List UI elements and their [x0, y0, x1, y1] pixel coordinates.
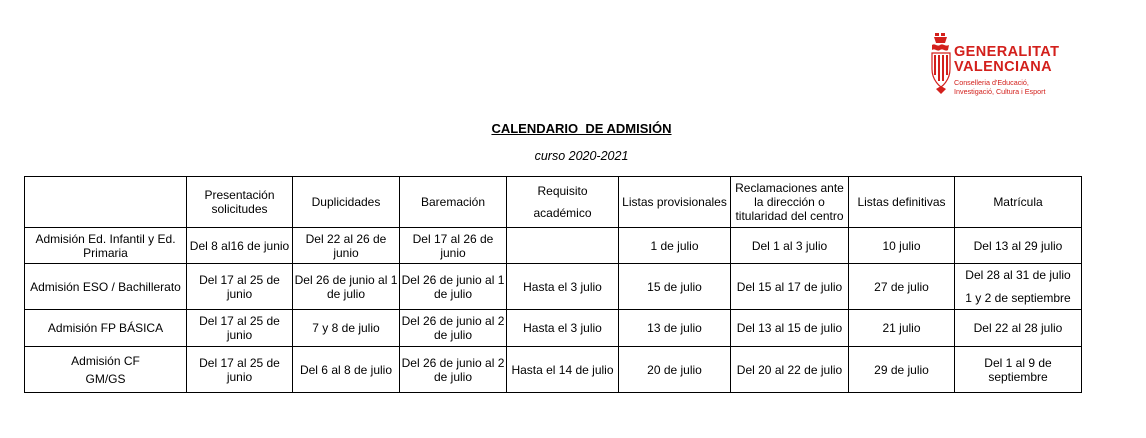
generalitat-logo	[930, 33, 1070, 99]
row-label-line-2: GM/GS	[85, 371, 126, 386]
cell-definitivas: 27 de julio	[849, 264, 955, 310]
cell-reclamaciones: Del 20 al 22 de julio	[731, 347, 849, 393]
admission-calendar-table	[24, 176, 1082, 393]
cell-matricula: Del 13 al 29 julio	[955, 228, 1082, 264]
cell-baremacion: Del 26 de junio al 1 de julio	[400, 264, 507, 310]
header-presentacion: Presentación solicitudes	[187, 177, 293, 228]
row-label	[25, 347, 187, 393]
table-row	[25, 264, 1082, 310]
table-row	[25, 310, 1082, 347]
header-definitivas: Listas definitivas	[849, 177, 955, 228]
department-line-1: Conselleria d'Educació,	[954, 78, 1029, 87]
cell-duplicidades: 7 y 8 de julio	[293, 310, 400, 347]
coat-of-arms-icon	[930, 33, 952, 95]
header-provisionales: Listas provisionales	[619, 177, 731, 228]
row-label-line-1: Admisión CF	[71, 353, 140, 368]
cell-matricula: Del 22 al 28 julio	[955, 310, 1082, 347]
cell-requisito: Hasta el 3 julio	[507, 310, 619, 347]
cell-reclamaciones: Del 15 al 17 de julio	[731, 264, 849, 310]
page-subtitle: curso 2020-2021	[534, 149, 629, 163]
header-baremacion: Baremación	[400, 177, 507, 228]
cell-matricula	[955, 264, 1082, 310]
header-duplicidades: Duplicidades	[293, 177, 400, 228]
table-row	[25, 228, 1082, 264]
cell-matricula: Del 1 al 9 de septiembre	[955, 347, 1082, 393]
row-label: Admisión FP BÁSICA	[25, 310, 187, 347]
cell-requisito	[507, 228, 619, 264]
cell-requisito: Hasta el 3 julio	[507, 264, 619, 310]
brand-line-1: GENERALITAT	[954, 44, 1060, 60]
row-label: Admisión Ed. Infantil y Ed. Primaria	[25, 228, 187, 264]
cell-duplicidades: Del 22 al 26 de junio	[293, 228, 400, 264]
row-label: Admisión ESO / Bachillerato	[25, 264, 187, 310]
cell-baremacion: Del 26 de junio al 2 de julio	[400, 310, 507, 347]
cell-baremacion: Del 26 de junio al 2 de julio	[400, 347, 507, 393]
cell-presentacion: Del 17 al 25 de junio	[187, 347, 293, 393]
cell-duplicidades: Del 26 de junio al 1 de julio	[293, 264, 400, 310]
cell-presentacion: Del 8 al16 de junio	[187, 228, 293, 264]
header-matricula: Matrícula	[955, 177, 1082, 228]
cell-provisionales: 20 de julio	[619, 347, 731, 393]
header-row	[25, 177, 1082, 228]
header-reclamaciones: Reclamaciones ante la dirección o titularidad del centro	[731, 177, 849, 228]
cell-presentacion: Del 17 al 25 de junio	[187, 264, 293, 310]
department-line-2: Investigació, Cultura i Esport	[954, 87, 1046, 96]
cell-requisito: Hasta el 14 de julio	[507, 347, 619, 393]
matricula-line-1: Del 28 al 31 de julio	[965, 268, 1071, 282]
cell-presentacion: Del 17 al 25 de junio	[187, 310, 293, 347]
cell-baremacion: Del 17 al 26 de junio	[400, 228, 507, 264]
cell-definitivas: 21 julio	[849, 310, 955, 347]
page-title: CALENDARIO DE ADMISIÓN	[491, 121, 672, 136]
cell-definitivas: 29 de julio	[849, 347, 955, 393]
cell-reclamaciones: Del 1 al 3 julio	[731, 228, 849, 264]
brand-line-2: VALENCIANA	[954, 59, 1052, 75]
cell-definitivas: 10 julio	[849, 228, 955, 264]
cell-reclamaciones: Del 13 al 15 de julio	[731, 310, 849, 347]
cell-provisionales: 1 de julio	[619, 228, 731, 264]
table-row	[25, 347, 1082, 393]
header-empty	[25, 177, 187, 228]
matricula-line-2: 1 y 2 de septiembre	[965, 291, 1071, 305]
cell-provisionales: 13 de julio	[619, 310, 731, 347]
header-requisito: Requisito académico	[507, 177, 619, 228]
cell-provisionales: 15 de julio	[619, 264, 731, 310]
cell-duplicidades: Del 6 al 8 de julio	[293, 347, 400, 393]
